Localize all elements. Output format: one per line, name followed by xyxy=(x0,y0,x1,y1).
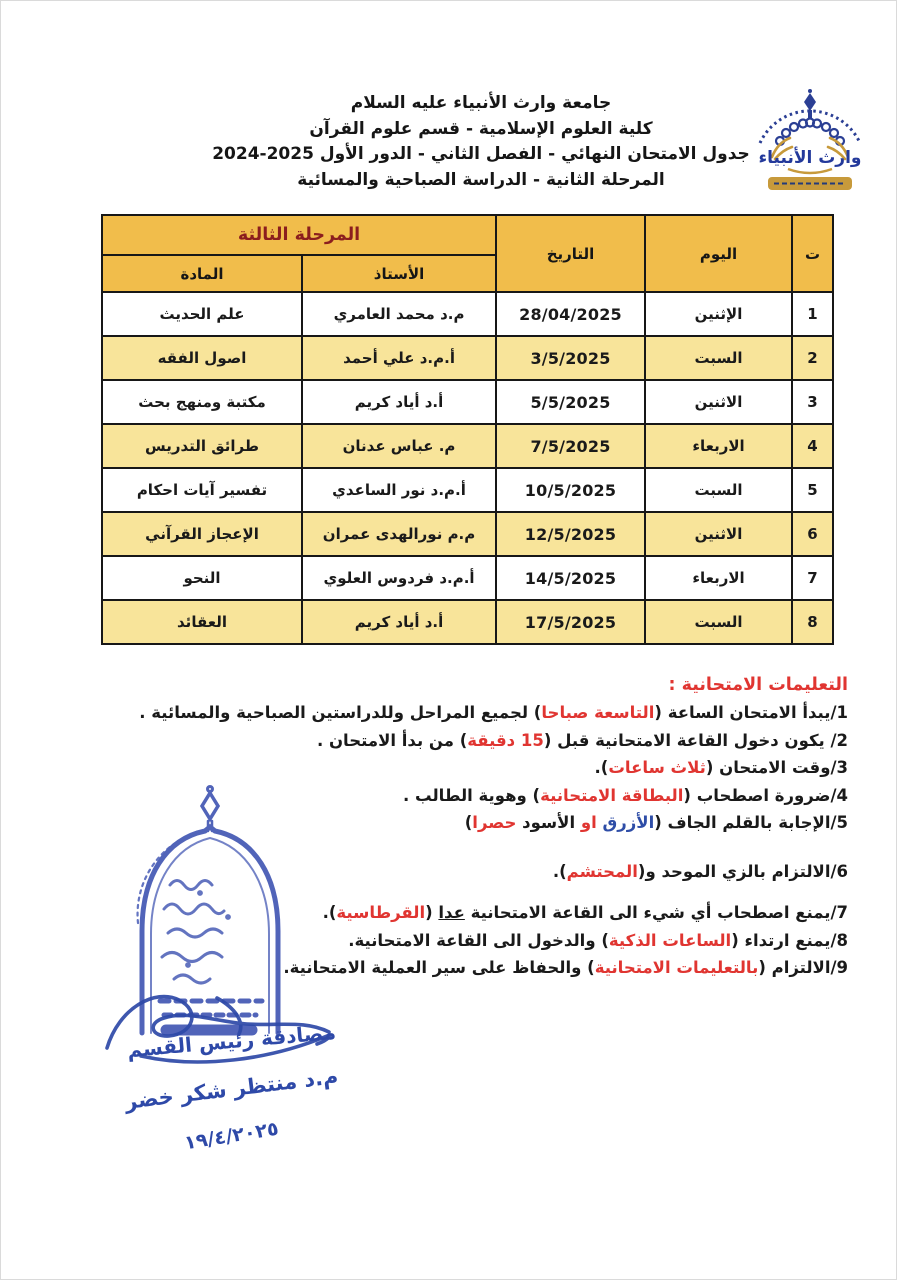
instruction-text: الأسود xyxy=(516,813,581,832)
stamp-inner-script xyxy=(162,881,229,984)
professor-cell: أ.م.د نور الساعدي xyxy=(302,468,496,512)
schedule-title: جدول الامتحان النهائي - الفصل الثاني - الدور الأول 2025-2024 xyxy=(212,144,750,164)
instruction-text: ) من بدأ الامتحان . xyxy=(316,730,468,750)
col-subject-header: المادة xyxy=(102,255,302,292)
instruction-text: 3/وقت الامتحان ( xyxy=(705,758,848,777)
college-department: كلية العلوم الإسلامية - قسم علوم القرآن xyxy=(309,118,653,139)
university-logo-emblem xyxy=(742,85,878,207)
date-cell: 12/5/2025 xyxy=(496,512,645,556)
highlight-red-text: 15 دقيقة xyxy=(467,730,544,750)
row-number-cell: 8 xyxy=(792,600,833,644)
highlight-red-text: بالتعليمات الامتحانية xyxy=(594,958,759,977)
instruction-text: 6/الالتزام بالزي الموحد و( xyxy=(637,861,848,881)
instruction-text: 2/ يكون دخول القاعة الامتحانية قبل ( xyxy=(543,730,848,750)
subject-cell: العقائد xyxy=(102,600,302,644)
date-cell: 28/04/2025 xyxy=(496,292,645,336)
instruction-text: 7/يمنع اصطحاب أي شيء الى القاعة الامتحانية xyxy=(464,903,848,922)
col-date-header: التاريخ xyxy=(496,215,645,292)
instruction-text: ) xyxy=(464,813,473,832)
day-cell: الاثنين xyxy=(645,512,792,556)
col-number-header: ت xyxy=(792,215,833,292)
instruction-text: ( xyxy=(425,903,439,922)
underlined-text: عدا xyxy=(438,903,465,922)
table-row xyxy=(102,336,833,380)
subject-cell: اصول الفقه xyxy=(102,336,302,380)
table-row xyxy=(102,556,833,600)
table-row xyxy=(102,424,833,468)
minaret-icon xyxy=(804,89,816,118)
instruction-text: ) والحفاظ على سير العملية الامتحانية. xyxy=(283,958,595,977)
day-cell: السبت xyxy=(645,600,792,644)
row-number-cell: 7 xyxy=(792,556,833,600)
exam-schedule-table xyxy=(101,214,834,645)
date-cell: 10/5/2025 xyxy=(496,468,645,512)
subject-cell: الإعجاز القرآني xyxy=(102,512,302,556)
instruction-text: 9/الالتزام ( xyxy=(758,958,848,977)
highlight-blue-text: الأزرق xyxy=(602,813,655,832)
date-cell: 7/5/2025 xyxy=(496,424,645,468)
professor-cell: م.د محمد العامري xyxy=(302,292,496,336)
instruction-text: ). xyxy=(552,861,567,881)
table-row xyxy=(102,380,833,424)
highlight-red-text: التاسعة صباحا xyxy=(541,703,655,722)
date-cell: 5/5/2025 xyxy=(496,380,645,424)
subject-cell: علم الحديث xyxy=(102,292,302,336)
date-cell: 14/5/2025 xyxy=(496,556,645,600)
instruction-text: ) وهوية الطالب . xyxy=(403,785,541,805)
day-cell: السبت xyxy=(645,336,792,380)
highlight-red-text: او xyxy=(580,813,597,832)
date-cell: 17/5/2025 xyxy=(496,600,645,644)
instruction-text: ). xyxy=(322,903,337,922)
table-header xyxy=(102,215,833,292)
gold-flourish xyxy=(788,169,832,173)
professor-cell: أ.د أياد كريم xyxy=(302,380,496,424)
table-row xyxy=(102,512,833,556)
row-number-cell: 5 xyxy=(792,468,833,512)
instruction-text: 5/الإجابة بالقلم الجاف ( xyxy=(654,813,848,832)
row-number-cell: 6 xyxy=(792,512,833,556)
instruction-item xyxy=(53,754,848,782)
approver-name: م.د منتظر شكر خضر xyxy=(123,1064,340,1114)
stamp-finial-diamond xyxy=(202,793,218,819)
instruction-text: ). xyxy=(594,758,609,777)
approval-date: ١٩/٤/٢٠٢٥ xyxy=(182,1117,281,1155)
day-cell: الاربعاء xyxy=(645,424,792,468)
subject-cell: النحو xyxy=(102,556,302,600)
instructions-title: التعليمات الامتحانية : xyxy=(668,675,848,695)
exam-table-body xyxy=(102,292,833,644)
emblem-banner xyxy=(768,177,852,190)
date-cell: 3/5/2025 xyxy=(496,336,645,380)
row-number-cell: 3 xyxy=(792,380,833,424)
highlight-red-text: الساعات الذكية xyxy=(608,930,732,950)
col-professor-header: الأستاذ xyxy=(302,255,496,292)
row-number-cell: 4 xyxy=(792,424,833,468)
document-header xyxy=(151,91,811,193)
day-cell: الاثنين xyxy=(645,380,792,424)
professor-cell: أ.م.د فردوس العلوي xyxy=(302,556,496,600)
table-row xyxy=(102,468,833,512)
professor-cell: أ.م.د علي أحمد xyxy=(302,336,496,380)
professor-cell: م.م نورالهدى عمران xyxy=(302,512,496,556)
instruction-text: ) لجميع المراحل وللدراستين الصباحية والمسائية . xyxy=(139,703,542,722)
subject-cell: مكتبة ومنهج بحث xyxy=(102,380,302,424)
emblem-graphic xyxy=(742,85,878,207)
table-row xyxy=(102,292,833,336)
table-row xyxy=(102,600,833,644)
approval-note: مصادقة رئيس القسم xyxy=(126,1019,337,1063)
instruction-text: 4/ضرورة اصطحاب ( xyxy=(683,785,848,805)
day-cell: السبت xyxy=(645,468,792,512)
row-number-cell: 2 xyxy=(792,336,833,380)
highlight-red-text: المحتشم xyxy=(566,861,638,881)
day-cell: الإثنين xyxy=(645,292,792,336)
instruction-item xyxy=(53,699,848,727)
row-number-cell: 1 xyxy=(792,292,833,336)
stage-header-cell: المرحلة الثالثة xyxy=(102,215,496,255)
highlight-red-text: البطاقة الامتحانية xyxy=(540,785,684,805)
professor-cell: م. عباس عدنان xyxy=(302,424,496,468)
instruction-text: 1/يبدأ الامتحان الساعة ( xyxy=(654,703,848,722)
day-cell: الاربعاء xyxy=(645,556,792,600)
stage-study-line: المرحلة الثانية - الدراسة الصباحية والمسائية xyxy=(297,169,665,190)
highlight-red-text: حصرا xyxy=(472,813,517,832)
emblem-name-text: وارث الأنبياء xyxy=(758,148,862,168)
col-day-header: اليوم xyxy=(645,215,792,292)
instruction-text: 8/يمنع ارتداء ( xyxy=(731,930,848,950)
subject-cell: تفسير آيات احكام xyxy=(102,468,302,512)
highlight-red-text: القرطاسية xyxy=(336,903,426,922)
handwritten-approval xyxy=(104,1019,359,1155)
instruction-item xyxy=(53,727,848,755)
instruction-text: ) والدخول الى القاعة الامتحانية. xyxy=(348,930,609,950)
professor-cell: أ.د أياد كريم xyxy=(302,600,496,644)
subject-cell: طرائق التدريس xyxy=(102,424,302,468)
university-name: جامعة وارث الأنبياء عليه السلام xyxy=(350,93,612,113)
highlight-red-text: ثلاث ساعات xyxy=(608,758,706,777)
